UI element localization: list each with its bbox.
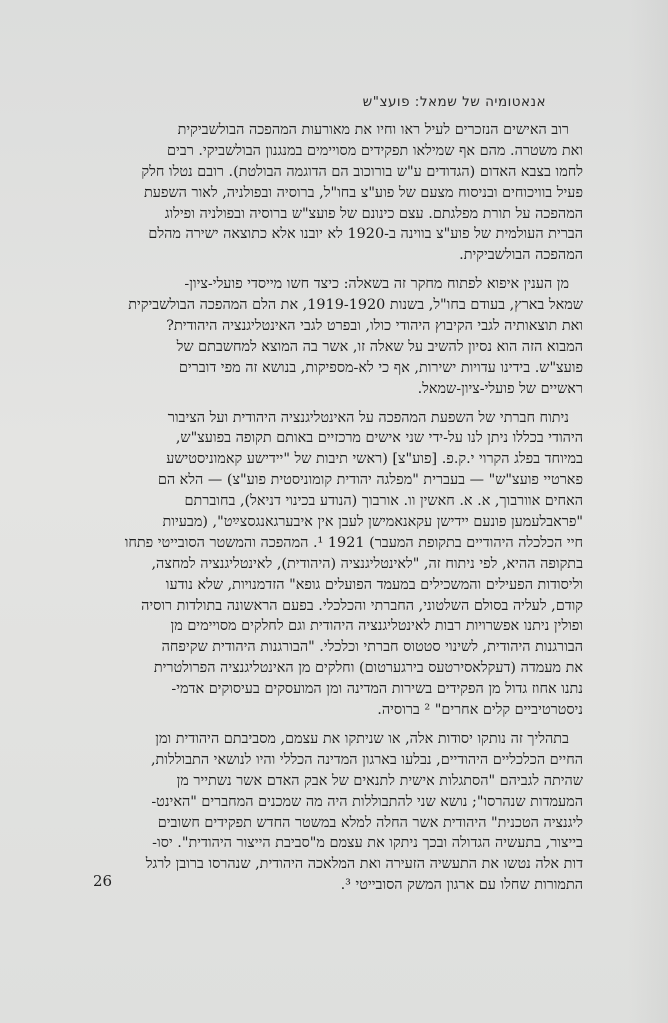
text-line: "פראבלעמען פונעם יידישן עקאנאמישן לעבן אין איבערגאנגסצײַט", (מבעיות	[162, 514, 583, 531]
body-text	[105, 120, 583, 896]
text-line: המהפכה על תורת מפלגתם. עצם כינונם של פועצ"ש ברוסיה ובפולניה ופילוג	[164, 205, 583, 222]
text-line: פעיל בוויכוחים ובניסוח מצעם של פוע"צ בחו"ל, ברוסיה ובפולניה, לאור השפעת	[144, 184, 583, 201]
text-line: חיי הכלכלה היהודיים בתקופת המעבר) 1921 ¹. המהפכה והמשטר הסובייטי פתחו	[124, 534, 583, 551]
text-line: האחים אוורבוך, א. א. חאשין וו. אורבוך (הנודע בכינוי דניאל), בחוברתם	[184, 493, 583, 510]
text-line: ניתוח חברתי של השפעת המהפכה על האינטליגנציה היהודית ועל הציבור	[167, 409, 569, 426]
text-line: את מעמדה (דעקלאסירטעס בירגערטום) וחלקים מן האינטליגנציה הפרולטרית	[153, 660, 583, 677]
running-head: אנאטומיה של שמאל: פועצ"ש	[362, 94, 546, 110]
text-line: ליגנציה הטכנית" היהודית אשר החלה למלא במשטר החדש תפקידים חשובים	[157, 814, 583, 831]
text-line: שמאל בארץ, בעודם בחו"ל, בשנות 1919-1920, את הלם המהפכה הבולשביקית	[128, 297, 583, 314]
text-line: רוב האישים הנזכרים לעיל ראו וחיו את מאורעות המהפכה הבולשביקית	[177, 122, 569, 138]
text-line: ואת משטרה. מהם אף שמילאו תפקידים מסויימים במנגנון הבולשביקי. רבים	[167, 142, 583, 159]
paragraph	[105, 729, 583, 896]
page-number: 26	[93, 872, 113, 890]
text-line: פארטיי פועצ"ש" — בעברית "מפלגה יהודית קומוניסטית פוע"צ) — הלא הם	[157, 472, 583, 489]
text-line: במיוחד בפלג הקרוי י.ק.פ. [פוע"צ] (ראשי תיבות של "יידישע קאמוניסטישע	[166, 451, 583, 468]
paragraph	[105, 120, 583, 266]
text-line: דות אלה נטשו את התעשיה הזעירה ואת המלאכה היהודית, שנהרסו ברובן לרגל	[145, 856, 583, 873]
text-line: הברית העולמית של פוע"צ בווינה ב-1920 לא יובנו אלא כתוצאה ישירה מהלם	[148, 226, 583, 243]
text-line: הבורגנות היהודית, לשינוי סטטוס חברתי וכלכלי. "הבורגנות היהודית שקיפחה	[161, 639, 583, 656]
paragraph-gap	[105, 400, 583, 408]
text-line: נתנו אחוז גדול מן הפקידים בשירות המדינה ומן המועסקים בעיסוקים אדמי-	[171, 681, 583, 698]
text-line: מן הענין איפוא לפתוח מחקר זה בשאלה: כיצד חשו מייסדי פועלי-ציון-	[184, 276, 569, 293]
text-line: התמורות שחלו עם ארגון המשק הסובייטי ³.	[340, 877, 583, 894]
text-line: ואת תוצאותיה לגבי הקיבוץ היהודי כולו, ובפרט לגבי האינטליגנציה היהודית?	[166, 318, 583, 335]
text-line: ניסטרטיביים קלים אחרים" ² ברוסיה.	[377, 702, 583, 719]
text-line: בייצור, בתעשיה הגדולה ובכך ניתקו את עצמם מ"סביבת הייצור היהודית". יסו-	[152, 835, 583, 852]
text-line: בתקופה ההיא, לפי ניתוח זה, "לאינטליגנציה (היהודית), לאינטליגנציה למחצה,	[151, 555, 583, 572]
paragraph	[105, 274, 583, 399]
text-line: ראשיים של פועלי-ציון-שמאל.	[417, 380, 583, 397]
text-line: המעמדות שנהרסו"; נושא שני להתבוללות היה מה שמכנים המחברים "האינט-	[151, 793, 583, 810]
text-line: היהודי בכללו ניתן לנו על-ידי שני אישים מרכזיים באותם תקופה בפועצ"ש,	[175, 430, 583, 447]
text-line: שהיתה לגביהם "הסתגלות אישית לתנאים של אבק האדם אשר נשתייר מן	[176, 772, 583, 789]
text-line: החיים הכלכליים היהודיים, נבלעו בארגון המדינה הכללי והיו לנושאי התבוללות,	[150, 751, 583, 768]
text-line: פועצ"ש. בידינו עדויות ישירות, אף כי לא-מספיקות, בנושא זה מפי דוברים	[178, 359, 583, 376]
text-line: ופולין ניתנו אפשרויות רבות לאינטליגנציה היהודית וגם לחלקים מסויימים מן	[170, 618, 583, 635]
text-line: וליסודות הפעילים והמשכילים במעמד הפועלים גופא" הזדמנויות, שלא נודעו	[165, 576, 583, 593]
paragraph	[105, 408, 583, 721]
text-line: בתהליך זה נותקו יסודות אלה, או שניתקו את עצמם, מסביבתם היהודית ומן	[155, 730, 569, 747]
text-line: קודם, לעליה בסולם השלטוני, החברתי והכלכלי. בפעם הראשונה בתולדות רוסיה	[141, 597, 583, 614]
text-line: לחמו בצבא האדום (הגדודים ע"ש בורוכוב הם הדוגמה הבולטת). רובם נטלו חלק	[141, 163, 583, 180]
text-line: המהפכה הבולשביקית.	[459, 247, 583, 264]
page-edge-shadow	[628, 0, 668, 1023]
text-line: המבוא הזה הוא נסיון להשיב על שאלה זו, אשר בה המוצא למחשבתם של	[176, 338, 583, 355]
paragraph-gap	[105, 266, 583, 274]
paragraph-gap	[105, 721, 583, 729]
